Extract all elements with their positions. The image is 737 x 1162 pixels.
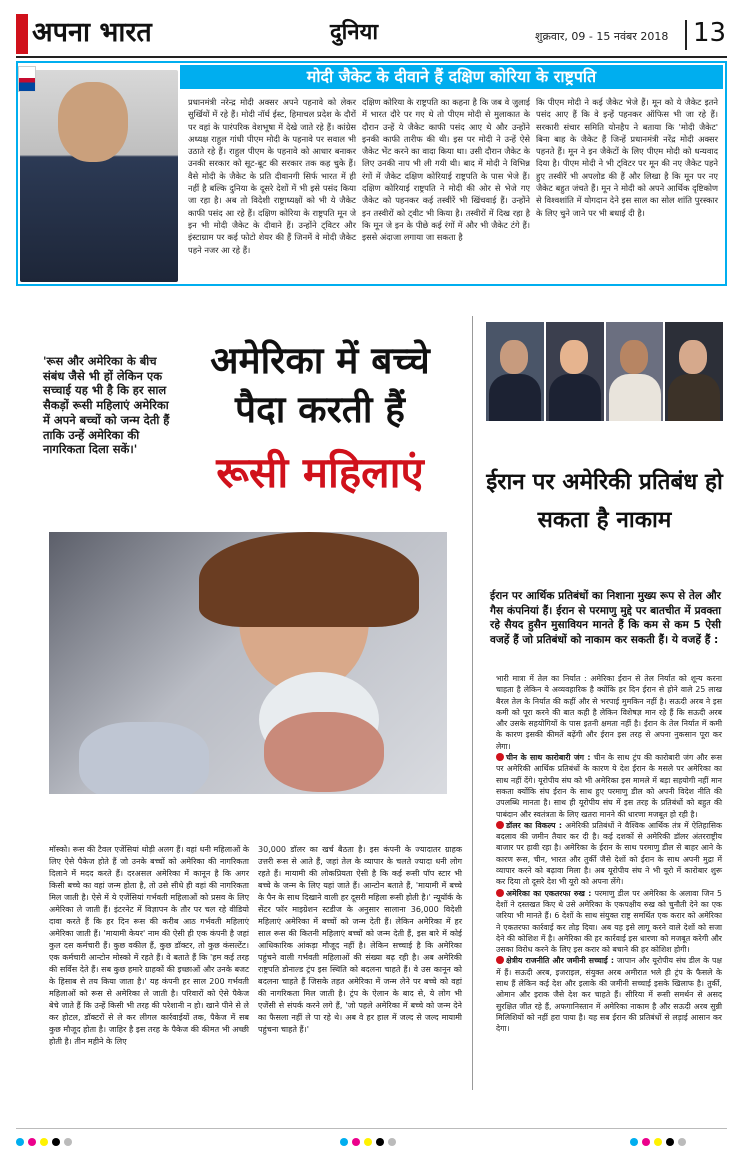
registration-dot xyxy=(64,1138,72,1146)
iran-point xyxy=(496,955,722,1034)
world-leaders-photos xyxy=(486,322,723,421)
russia-column-2: 30,000 डॉलर का खर्च बैठता है। इस कंपनी के ज्यादातर ग्राहक उत्तरी रूस से आते हैं, जहां तेल के व्यापार के चलते ज्यादा धनी लोग रहते हैं। मायामी की लोकप्रियता ऐसी है कि कई रूसी पॉप स्टार भी बच्चे के जन्म के लिए यहां जाते हैं। आन्टोन बताते हैं, 'मायामी में बच्चे के पैन के साथ दिखाने वाली हर दूसरी महिला रूसी होती है।' न्यूयॉर्क के सेंटर फॉर माइग्रेशन स्टडीज के अनुसार सालाना 36,000 विदेशी महिलाएं अमेरिका में बच्चों को जन्म देती हैं। लेकिन अमेरिका में हर साल रूस की कितनी महिलाएं बच्चों को जन्म देती हैं, इस बारे में कोई आधिकारिक आंकड़ा मौजूद नहीं है। लेकिन सच्चाई है कि अमेरिका पहुंचने वाली गर्भवती महिलाओं की संख्या बढ़ रही है। अब अमेरिकी राष्ट्रपति डोनाल्ड ट्रंप इस स्थिति को बदलना चाहते हैं। वे उस कानून को बदलना चाहते हैं जिसके तहत अमेरिका में जन्म लेने पर बच्चे को वहां की नागरिकता मिल जाती है। ट्रंप के ऐलान के बाद से, ये लोग भी एजेंसी से संपर्क करने लगे हैं, 'जो पहले अमेरिका में बच्चे को जन्म देने का फैसला नहीं ले पा रहे थे। अब वे हर हाल में जल्द से जल्द मायामी पहुंचना चाहते हैं।' xyxy=(258,845,462,1034)
moon-face-shape xyxy=(58,82,128,162)
leader-photo-3 xyxy=(606,322,664,421)
page-number-separator xyxy=(685,20,687,50)
russia-headline-part-1: अमेरिका में बच्चे पैदा करती हैं xyxy=(210,339,430,431)
bullet-icon xyxy=(496,889,504,897)
iran-point xyxy=(496,752,722,820)
point-text: परमाणु डील पर अमेरिका के अलावा जिन 5 देशों ने दस्तखत किए थे उसे अमेरिका के एकपक्षीय रुख को चुनौती देने का एक जरिया भी मानते हैं। 6 देशों के साथ संयुक्त राष्ट्र समर्थित एक करार को अमेरिका ने एकतरफा कार्रवाई कर तोड़ दिया। अब यह इसे लागू करने वाले देशों को सजा देने की कोशिश में है। अमेरिका की हर कार्रवाई इस धारणा को मजबूत करेगी और उसका विरोध करने के लिए इस करार को बचाने की हर कोशिश होगी। xyxy=(496,888,723,955)
point-title: क्षेत्रीय राजनीति और जमीनी सच्चाई : xyxy=(506,956,614,966)
registration-dot xyxy=(28,1138,36,1146)
registration-marks-right xyxy=(630,1138,686,1148)
flag-icon xyxy=(18,66,36,92)
registration-dot xyxy=(40,1138,48,1146)
footer-rule xyxy=(16,1128,727,1129)
russia-column-1: मॉस्को। रूस की टैवल एजेंसियां थोड़ी अलग हैं। वहां धनी महिलाओं के लिए ऐसे पैकेज होते हैं जो उनके बच्चों को अमेरिका की नागरिकता दिलाने में मदद करते हैं। दरअसल अमेरिका में कानून है कि अगर किसी बच्चे का वहां जन्म होता है, तो उसे सीधे ही वहां की नागरिकता मिल जाती है। ऐसे में ये एजेंसियां गर्भवती महिलाओं को प्रसव के लिए अमेरिका ले जाती हैं। इंटरनेट में विज्ञापन के तौर पर चल रहे वीडियो दावा करते हैं कि हर दिन रूस की करीब आठ गर्भवती महिलाएं अमेरिका जाती हैं। 'मायामी केयर' नाम की ऐसी ही एक कंपनी है जहां कुल दस कर्मचारी हैं। कुछ वकील हैं, कुछ डॉक्टर, तो कुछ कंसल्टेंट। एक कर्मचारी आन्टोन मोस्को में रहते हैं। वे बताते हैं कि 'हम कई तरह की सर्विस देते हैं। सब कुछ हमारे ग्राहकों की इच्छाओं और उनके बजट के हिसाब से तय किया जाता है।' यह कंपनी हर साल 200 गर्भवती महिलाओं को रूस से अमेरिका ले जाती है। परिवारों को ऐसे पैकेज बेचे जाते हैं कि उन्हें किसी भी तरह की परेशानी न हो। खाने पीने से ले कर होटल, डॉक्टरों से ले कर लीगल कार्रवाईयों तक, पैकेज में सब कुछ मौजूद होता है। जाहिर है इस तरह के पैकेज की कीमत भी अच्छी होती है। तीन महीने के लिए xyxy=(49,845,249,1046)
registration-marks-left xyxy=(16,1138,72,1148)
registration-dot xyxy=(52,1138,60,1146)
registration-marks-center xyxy=(340,1138,396,1148)
point-text: जापान और यूरोपीय संघ डील के पक्ष में हैं। सऊदी अरब, इजराइल, संयुक्त अरब अमीरात भले ही ट्रंप के फैसले के साथ हैं लेकिन कई देश और इलाके की जमीनी सच्चाई इसके खिलाफ है। तुर्की, ओमान और इराक जैसे देश कर चाहते हैं। सीरिया में रूसी समर्थन से असद सुरक्षित जीत रहे हैं, अफगानिस्तान में अमेरिका नाकाम है और सऊदी अरब सुन्नी मिलिशियों को नहीं हरा पाया है। यह सब ईरान की प्रतिबंधों से लड़ाई आसान कर देगा। xyxy=(496,956,722,1034)
top-story-headline: मोदी जैकेट के दीवाने हैं दक्षिण कोरिया के राष्ट्रपति xyxy=(180,65,723,89)
registration-dot xyxy=(16,1138,24,1146)
column-divider xyxy=(472,316,473,1090)
registration-dot xyxy=(654,1138,662,1146)
iran-point xyxy=(496,820,722,888)
bullet-icon xyxy=(496,956,504,964)
hospital-gown-shape xyxy=(79,722,209,794)
leader-photo-4 xyxy=(665,322,723,421)
point-title: चीन के साथ कारोबारी जंग : xyxy=(506,753,591,763)
registration-dot xyxy=(352,1138,360,1146)
iran-headline: ईरान पर अमेरिकी प्रतिबंध हो सकता है नाकाम xyxy=(486,469,723,533)
registration-dot xyxy=(630,1138,638,1146)
bullet-icon xyxy=(496,821,504,829)
russia-headline-part-2: रूसी महिलाएं xyxy=(216,448,424,497)
mother-newborn-photo xyxy=(49,532,447,794)
page-number: 13 xyxy=(693,18,727,48)
iran-lead: ईरान पर आर्थिक प्रतिबंधों का निशाना मुख्य रूप से तेल और गैस कंपनियां हैं। ईरान से परमाणु मुद्दे पर बातचीत में प्रवक्ता रहे सैयद हुसैन मुसावियन मानते हैं कि कम से कम 5 ऐसी वजहें हैं जो प्रतिबंधों को नाकाम कर सकती हैं। ये वजहें हैं : xyxy=(490,590,721,646)
top-story-column-1: प्रधानमंत्री नरेन्द्र मोदी अक्सर अपने पहनावे को लेकर सुर्खियों में रहे हैं। मोदी नॉर्थ ईस्ट, हिमाचल प्रदेश के दौरों पर वहां के पारंपरिक वेशभूषा में देखे जाते रहे हैं। कांग्रेस अध्यक्ष राहुल गांधी पीएम मोदी के पहनावे पर सवाल भी उठाते रहे हैं। राहुल पीएम के पहनावे को आधार बनाकर उनकी सरकार को सूट-बूट की सरकार तक कह चुके हैं। वैसे मोदी के जैकेट के प्रति दीवानगी सिर्फ भारत में ही नहीं है बल्कि दुनिया के दूसरे देशों में भी इसे पसंद किया जा रहा है। अब तो विदेशी राष्ट्राध्यक्षों को भी ये जैकेट काफी पसंद आ रहे हैं। दक्षिण कोरिया के राष्ट्रपति मून जे इन भी मोदी जैकेट के दीवाने हैं। उन्होंने ट्विटर और इंस्टाग्राम पर कई फोटो शेयर की हैं जिनमें वे मोदी जैकेट पहने नजर आ रहे हैं। xyxy=(188,97,356,255)
registration-dot xyxy=(364,1138,372,1146)
registration-dot xyxy=(340,1138,348,1146)
iran-body xyxy=(496,673,722,1035)
top-story-column-2: दक्षिण कोरिया के राष्ट्रपति का कहना है कि जब वे जुलाई में भारत दौरे पर गए थे तो पीएम मोदी से मुलाकात के दौरान उन्हें ये जैकेट काफी पसंद आए थे और उन्होंने इनकी काफी तारीफ की थी। इस पर मोदी ने उन्हें ऐसे जैकेट भेंट करने का वादा किया था। उसी दौरान जैकेट के लिए उनकी नाप भी ली गयी थी। बाद में मोदी ने विभिन्न रंगों में जैकेट दक्षिण कोरियाई राष्ट्रपति के पास भेजे हैं। दक्षिण कोरियाई राष्ट्रपति ने मोदी की ओर से भेजे गए जैकेट को पहनकर कई तस्वीरें भी खिंचवाई हैं। उन्होंने इन तस्वीरों को ट्वीट भी किया है। तस्वीरों में दिख रहा है कि मून जे इन के पीछे कई रंगों में और भी जैकेट टंगे हैं। इससे अंदाजा लगाया जा सकता है xyxy=(362,97,530,243)
iran-point xyxy=(496,888,722,956)
brand-accent-bar xyxy=(16,14,28,54)
registration-dot xyxy=(376,1138,384,1146)
leader-photo-2 xyxy=(546,322,604,421)
mother-hair-shape xyxy=(199,532,419,627)
newborn-face-shape xyxy=(264,712,384,792)
registration-dot xyxy=(666,1138,674,1146)
section-name: दुनिया xyxy=(330,20,379,45)
point-title: अमेरिका का एकतरफा रुख : xyxy=(506,888,592,898)
masthead-rule xyxy=(16,56,727,58)
iran-intro: भारी मात्रा में तेल का निर्यात : अमेरिका ईरान से तेल निर्यात को शून्य करना चाहता है लेकिन ये अव्यवहारिक है क्योंकि हर दिन ईरान से होने वाले 25 लाख बैरल तेल के निर्यात की कहीं और से भरपाई मुमकिन नहीं है। सऊदी अरब ने इस कमी को पूरा करने की बात कही है लेकिन विशेषज्ञ मान रहे हैं कि सऊदी अरब और उसके सहयोगियों के पास इतनी क्षमता नहीं है। ईरान के तेल निर्यात में कमी के कारण इसकी कीमतें बढ़ेंगी और ईरान इस तरह से अपना नुकसान पूरा कर लेगा। xyxy=(496,674,722,751)
newspaper-brand: अपना भारत xyxy=(32,17,152,48)
pull-quote: 'रूस और अमेरिका के बीच संबंध जैसे भी हों लेकिन एक सच्चाई यह भी है कि हर साल सैकड़ों रूसी महिलाएं अमेरिका में अपने बच्चों को जन्म देती हैं ताकि उन्हें अमेरिका की नागरिकता दिला सकें।' xyxy=(43,354,170,457)
point-text: अमेरिकी प्रतिबंधों ने वैश्विक आर्थिक तंत्र में ऐतिहासिक बदलाव की जमीन तैयार कर दी है। कई दशकों से अमेरिकी डॉलर अंतरराष्ट्रीय बाजार पर हावी रहा है। अमेरिका के ईरान के साथ परमाणु डील से बाहर आने के कारण रूस, चीन, भारत और तुर्की जैसे देशों को ईरान के साथ अपनी मुद्रा में व्यापार करने को बढ़ावा मिला है। अब यूरोपीय संघ ने भी यूरो में कारोबार शुरू कर दिया तो दूसरे देश भी यूरो को अपना लेंगे। xyxy=(496,820,722,887)
dateline: शुक्रवार, 09 - 15 नवंबर 2018 xyxy=(535,30,669,43)
registration-dot xyxy=(678,1138,686,1146)
registration-dot xyxy=(388,1138,396,1146)
point-text: चीन के साथ ट्रंप की कारोबारी जंग और रूस पर अमेरिकी आर्थिक प्रतिबंधों के कारण ये देश ईरान के मसले पर अमेरिका का साथ नहीं देंगे। यूरोपीय संघ को भी अमेरिका इस मामले में बड़ा सहयोगी नहीं मान सकता क्योंकि संघ ईरान के साथ हुए परमाणु डील को अपनी विदेश नीति की उपलब्धि मानता है। साथ ही यूरोपीय संघ में इस तरह के प्रतिबंधों को बहुत की पाबंदान और स्वतंत्रता के लिए खतरा मानने की धारणा मजबूत हो रही है। xyxy=(496,753,722,819)
registration-dot xyxy=(642,1138,650,1146)
top-story-column-3: कि पीएम मोदी ने कई जैकेट भेजे हैं। मून को ये जैकेट इतने पसंद आए हैं कि वे इन्हें पहनकर ऑफिस भी जा रहे हैं। सरकारी संचार समिति योनहैप ने बताया कि 'मोदी जैकेट' बिना बाह के जैकेट हैं जिन्हें प्रधानमंत्री नरेंद्र मोदी अक्सर पहनते हैं। मून ने इन जैकेटों के लिए पीएम मोदी को धन्यवाद दिया है। पीएम मोदी ने भी ट्विटर पर मून की नए जैकेट पहने हुए तस्वीरें भी अपलोड की हैं और लिखा है कि मून पर नए जैकेट बहुत जंचते हैं। मून ने मोदी को अपने आर्थिक दृष्टिकोण से विश्वशांति में योगदान देने इस साल का सोल शांति पुरस्कार के लिए चुने जाने पर भी बधाई दी है। xyxy=(536,97,718,218)
bullet-icon xyxy=(496,753,504,761)
leader-photo-1 xyxy=(486,322,544,421)
point-title: डॉलर का विकल्प : xyxy=(506,820,563,830)
